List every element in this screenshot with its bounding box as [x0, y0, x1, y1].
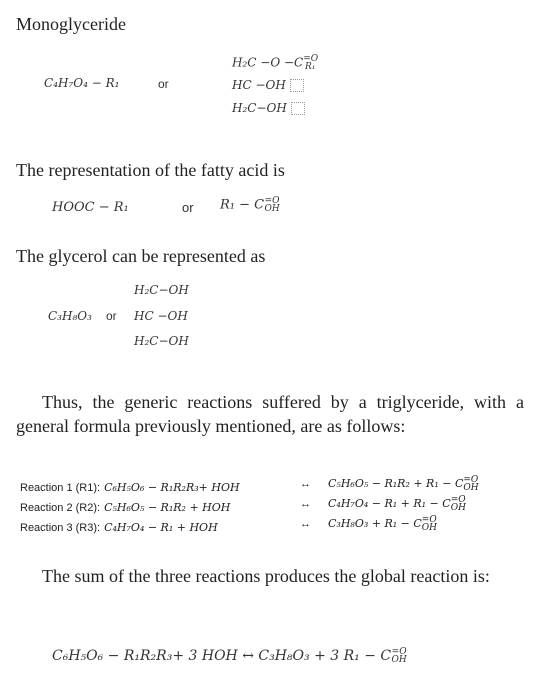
- glycerol-or: or: [106, 309, 117, 323]
- placeholder-box-icon: [290, 79, 304, 92]
- fatty-acid-or: or: [182, 200, 194, 215]
- reaction-right-tail: =O OH: [421, 515, 438, 533]
- global-reaction-formula: [52, 648, 407, 664]
- glycerol-structure-line3: H₂C−OH: [134, 334, 189, 348]
- reaction-right-text: C₄H₇O₄ − R₁ + R₁ − C: [328, 497, 451, 510]
- monoglyceride-linear-formula: C₄H₇O₄ − R₁: [44, 76, 120, 90]
- reaction-right-text: C₅H₆O₅ − R₁R₂ + R₁ − C: [328, 477, 464, 490]
- reaction-row: [20, 518, 218, 536]
- reaction-row: [20, 478, 240, 496]
- struct-line3-text: H₂C−OH: [232, 101, 287, 115]
- placeholder-box-icon: [291, 102, 305, 115]
- monoglyceride-structure-line3: [232, 101, 305, 115]
- reaction-right-tail: =O OH: [450, 495, 466, 513]
- reaction-arrow-icon: ↔: [300, 478, 311, 490]
- fatty-acid-formula2-text: R₁ − C: [220, 197, 265, 213]
- global-reaction-text: C₆H₅O₆ − R₁R₂R₃+ 3 HOH ↔ C₃H₈O₃ + 3 R₁ − C: [52, 648, 392, 664]
- struct-line1-tail: =O R₁: [303, 54, 319, 72]
- reaction-row: [20, 498, 230, 516]
- reaction-right: [328, 496, 465, 512]
- reaction-label: Reaction 1 (R1):: [20, 482, 101, 494]
- monoglyceride-structure-line1: [232, 55, 317, 71]
- reaction-arrow-icon: ↔: [300, 498, 311, 510]
- reaction-right-tail: =O OH: [463, 475, 479, 493]
- reaction-arrow-icon: ↔: [300, 518, 311, 530]
- reaction-left: C₄H₇O₄ − R₁ + HOH: [104, 521, 218, 534]
- reaction-label: Reaction 3 (R3):: [20, 522, 101, 534]
- fatty-acid-formula1: HOOC − R₁: [52, 200, 129, 215]
- monoglyceride-or: or: [158, 77, 169, 91]
- reaction-right: [328, 516, 436, 532]
- monoglyceride-structure-line2: [232, 78, 304, 92]
- reactions-intro-paragraph: Thus, the generic reactions suffered by a triglyceride, with a general formula previously mentioned, are as follows:: [16, 392, 524, 436]
- struct-line1-text: H₂C −O −C: [232, 55, 304, 70]
- fatty-acid-formula2: [220, 197, 280, 213]
- sum-paragraph: The sum of the three reactions produces the global reaction is:: [42, 566, 490, 586]
- glycerol-structure-line2: HC −OH: [134, 309, 188, 323]
- reaction-right: [328, 476, 477, 492]
- struct-line2-text: HC −OH: [232, 78, 286, 92]
- monoglyceride-title: Monoglyceride: [16, 14, 126, 34]
- glycerol-text: The glycerol can be represented as: [16, 246, 266, 266]
- reaction-left: C₆H₅O₆ − R₁R₂R₃+ HOH: [104, 481, 240, 494]
- reaction-left: C₅H₆O₅ − R₁R₂ + HOH: [104, 501, 231, 514]
- fatty-acid-text: The representation of the fatty acid is: [16, 160, 285, 180]
- reaction-label: Reaction 2 (R2):: [20, 502, 101, 514]
- glycerol-linear-formula: C₃H₈O₃: [48, 309, 92, 323]
- glycerol-structure-line1: H₂C−OH: [134, 283, 189, 297]
- reaction-right-text: C₃H₈O₃ + R₁ − C: [328, 517, 422, 530]
- global-reaction-tail: =O OH: [391, 647, 407, 665]
- fatty-acid-formula2-tail: =O OH: [264, 196, 280, 214]
